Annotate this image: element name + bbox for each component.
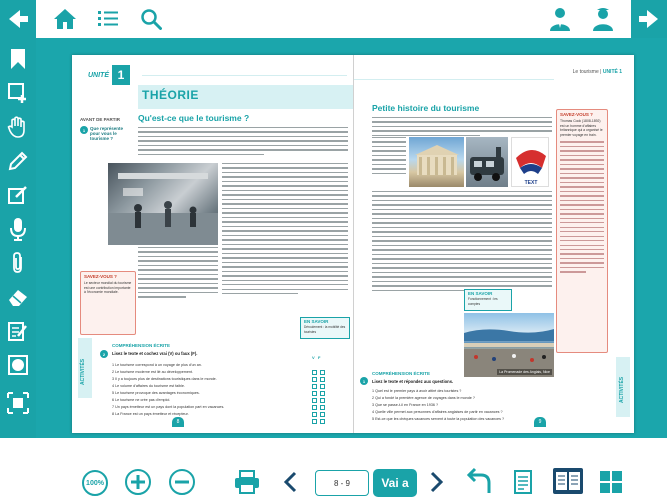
- search-button[interactable]: [138, 6, 164, 32]
- promenade-photo: [464, 313, 554, 377]
- promenade-illustration: [464, 313, 554, 377]
- intro-text: [138, 127, 348, 158]
- zoom-in-icon: [124, 468, 152, 496]
- vf-header-v: V: [312, 355, 315, 360]
- circle-icon: [7, 354, 29, 376]
- photo-caption: La Promenade des Anglais, Nice: [499, 370, 550, 374]
- go-to-page-button[interactable]: Vai a: [373, 469, 417, 497]
- back-button[interactable]: [0, 0, 36, 38]
- shape-tool[interactable]: [5, 352, 31, 378]
- exercise-item: 3 Il y a toujours plus de destinations touristiques dans le monde.: [112, 377, 217, 381]
- info-box-text: Thomas Cook (1808-1892) est un homme d'affaires britannique qui a organisé le premier voyage en train.: [560, 119, 603, 137]
- add-tool[interactable]: [5, 80, 31, 106]
- activites-label: ACTIVITÉS: [619, 376, 625, 403]
- running-head-text: Le tourisme: [572, 69, 599, 75]
- exercise-item: 2 Qui a fondé la première agence de voyages dans le monde ?: [372, 396, 475, 400]
- exercise-item: 5 Est-ce que les chèques vacances servent à toute la population des vacances ?: [372, 417, 505, 421]
- avant-de-partir-box: [80, 117, 132, 141]
- ensavoir-title: EN SAVOIR: [304, 319, 329, 324]
- note-icon: [7, 184, 29, 206]
- monument-photo: [409, 137, 464, 187]
- en-savoir-box: [464, 289, 512, 311]
- left-page-number: 8: [172, 417, 184, 427]
- zoom-reset-button[interactable]: 100%: [82, 470, 108, 496]
- vf-header: [312, 355, 330, 360]
- bookmark-tool[interactable]: [5, 46, 31, 72]
- pencil-icon: [7, 150, 29, 172]
- home-button[interactable]: [52, 6, 78, 32]
- next-page-icon: [430, 471, 444, 493]
- true-checkbox[interactable]: [312, 419, 317, 424]
- savez-vous-box: [556, 109, 608, 353]
- print-icon: [233, 469, 261, 495]
- zoom-out-button[interactable]: [168, 468, 196, 496]
- hand-tool[interactable]: [5, 114, 31, 140]
- exercise-instruction: Lisez le texte et cochez vrai (V) ou faux (F).: [112, 351, 198, 356]
- side-question: Que représente pour vous le tourisme ?: [90, 126, 124, 141]
- body-text-col: [222, 163, 348, 298]
- header-rule: [142, 75, 347, 76]
- unit-label: UNITÉ: [88, 71, 109, 79]
- fullscreen-tool[interactable]: [5, 390, 31, 416]
- search-icon: [140, 8, 162, 30]
- ensavoir-text: Fonctionnement : les comptes: [468, 297, 498, 306]
- unit-badge: [88, 65, 130, 85]
- right-page[interactable]: [353, 55, 634, 433]
- arrow-right-icon: [637, 7, 661, 31]
- audio-record-tool[interactable]: [5, 216, 31, 242]
- train-photo: [466, 137, 508, 187]
- train-illustration: [466, 137, 508, 187]
- left-page[interactable]: [72, 55, 353, 433]
- double-page-icon: [552, 467, 584, 495]
- running-head-unit: UNITÉ 1: [602, 69, 622, 75]
- exercise-item: 3 Que se passe-t-il en France en 1936 ?: [372, 403, 439, 407]
- activites-label: ACTIVITÉS: [80, 358, 86, 385]
- exercise-number: 1: [360, 377, 368, 385]
- attachment-tool[interactable]: [5, 250, 31, 276]
- exercise-item: 2 Le tourisme moderne est lié au développement.: [112, 370, 193, 374]
- edit-icon: [7, 320, 29, 342]
- double-page-view-button[interactable]: [551, 466, 585, 496]
- info-box-text: Le secteur mondial du tourisme est une contribution importante à l'économie mondiale.: [84, 281, 132, 295]
- text-beside-photo: [372, 137, 406, 177]
- info-box-title: SAVEZ-VOUS ?: [84, 274, 117, 279]
- en-savoir-box: [300, 317, 350, 339]
- exercise-heading: COMPRÉHENSION ÉCRITE: [112, 343, 171, 348]
- eraser-icon: [7, 286, 29, 308]
- exercise-item: 7 Un pays émetteur est un pays dont la population part en vacances.: [112, 405, 225, 409]
- zoom-out-icon: [168, 468, 196, 496]
- next-page-button[interactable]: [427, 468, 447, 496]
- side-question-wrap: [80, 126, 132, 141]
- paperclip-icon: [9, 251, 27, 275]
- list-icon: [97, 8, 119, 30]
- bookmark-icon: [9, 48, 27, 70]
- previous-page-button[interactable]: [280, 468, 300, 496]
- student-profile-button[interactable]: [590, 6, 616, 32]
- thumbnail-grid-button[interactable]: [598, 468, 624, 496]
- svg-text:TEXT: TEXT: [524, 180, 538, 186]
- airport-photo: [108, 163, 218, 245]
- previous-page-icon: [283, 471, 297, 493]
- exercise-item: 6 Le tourisme ne crée pas d'emploi.: [112, 398, 171, 402]
- section-title: THÉORIE: [142, 88, 199, 102]
- pencil-tool[interactable]: [5, 148, 31, 174]
- running-head: Le tourisme | UNITÉ 1: [572, 69, 622, 75]
- print-button[interactable]: [232, 468, 262, 496]
- grid-icon: [599, 470, 623, 494]
- forward-button[interactable]: [631, 0, 667, 38]
- undo-icon: [467, 465, 493, 495]
- airline-logo: [512, 138, 550, 188]
- exercise-instruction: Lisez le texte et répondez aux questions.: [372, 379, 454, 384]
- airport-illustration: [108, 163, 218, 245]
- home-icon: [53, 7, 77, 31]
- vf-checkboxes: [312, 355, 330, 418]
- fullscreen-icon: [7, 392, 29, 414]
- monument-illustration: [409, 137, 464, 187]
- top-toolbar: [0, 0, 667, 38]
- savez-vous-box: [80, 271, 136, 335]
- unit-number: 1: [112, 65, 130, 85]
- book-spread: [72, 55, 634, 433]
- side-heading: AVANT DE PARTIR: [80, 117, 120, 122]
- info-box-title: SAVEZ-VOUS ?: [560, 112, 593, 117]
- bottom-toolbar: [0, 438, 667, 500]
- hand-icon: [7, 115, 29, 139]
- student-icon: [591, 6, 615, 32]
- eraser-tool[interactable]: [5, 284, 31, 310]
- table-of-contents-button[interactable]: [95, 6, 121, 32]
- exercise-number: 2: [100, 350, 108, 358]
- question-title: Qu'est-ce que le tourisme ?: [138, 113, 250, 123]
- body-text-col2: [138, 247, 218, 301]
- teacher-icon: [548, 6, 572, 32]
- logo-emblem: [511, 137, 549, 187]
- tools-sidebar: [0, 38, 36, 438]
- arrow-left-icon: [6, 7, 30, 31]
- notes-button[interactable]: [512, 468, 534, 496]
- undo-button[interactable]: [466, 464, 494, 496]
- exercise-item: 1 Le tourisme correspond à un voyage de plus d'un an.: [112, 363, 202, 367]
- ensavoir-title: EN SAVOIR: [468, 291, 493, 296]
- header-rule: [354, 79, 554, 80]
- false-checkbox[interactable]: [320, 419, 325, 424]
- exercise-item: 8 La France est un pays émetteur et récepteur.: [112, 412, 189, 416]
- right-page-number: 9: [534, 417, 546, 427]
- article-title: Petite histoire du tourisme: [372, 103, 480, 113]
- note-tool[interactable]: [5, 182, 31, 208]
- page-number-input[interactable]: 8 - 9: [315, 470, 369, 496]
- exercise-item: 4 Le volume d'affaires du tourisme est faible.: [112, 384, 185, 388]
- body-text: [372, 191, 552, 294]
- exercise-item: 4 Quelle ville permet aux personnes d'affaires anglaises de partir en vacances ?: [372, 410, 503, 414]
- zoom-in-button[interactable]: [124, 468, 152, 496]
- side-number: 1: [80, 126, 88, 134]
- notes-icon: [513, 469, 533, 495]
- edit-text-tool[interactable]: [5, 318, 31, 344]
- vf-header-f: F: [318, 355, 321, 360]
- exercise-item: 5 Le tourisme provoque des avantages économiques.: [112, 391, 200, 395]
- microphone-icon: [9, 217, 27, 241]
- exercise-heading: COMPRÉHENSION ÉCRITE: [372, 371, 431, 376]
- add-icon: [7, 82, 29, 104]
- book-viewer: [36, 38, 667, 438]
- ensavoir-text: Déroulement : la mobilité des touristes: [304, 325, 346, 334]
- teacher-profile-button[interactable]: [547, 6, 573, 32]
- exercise-item: 1 Quel est le premier pays à avoir attiré des touristes ?: [372, 389, 462, 393]
